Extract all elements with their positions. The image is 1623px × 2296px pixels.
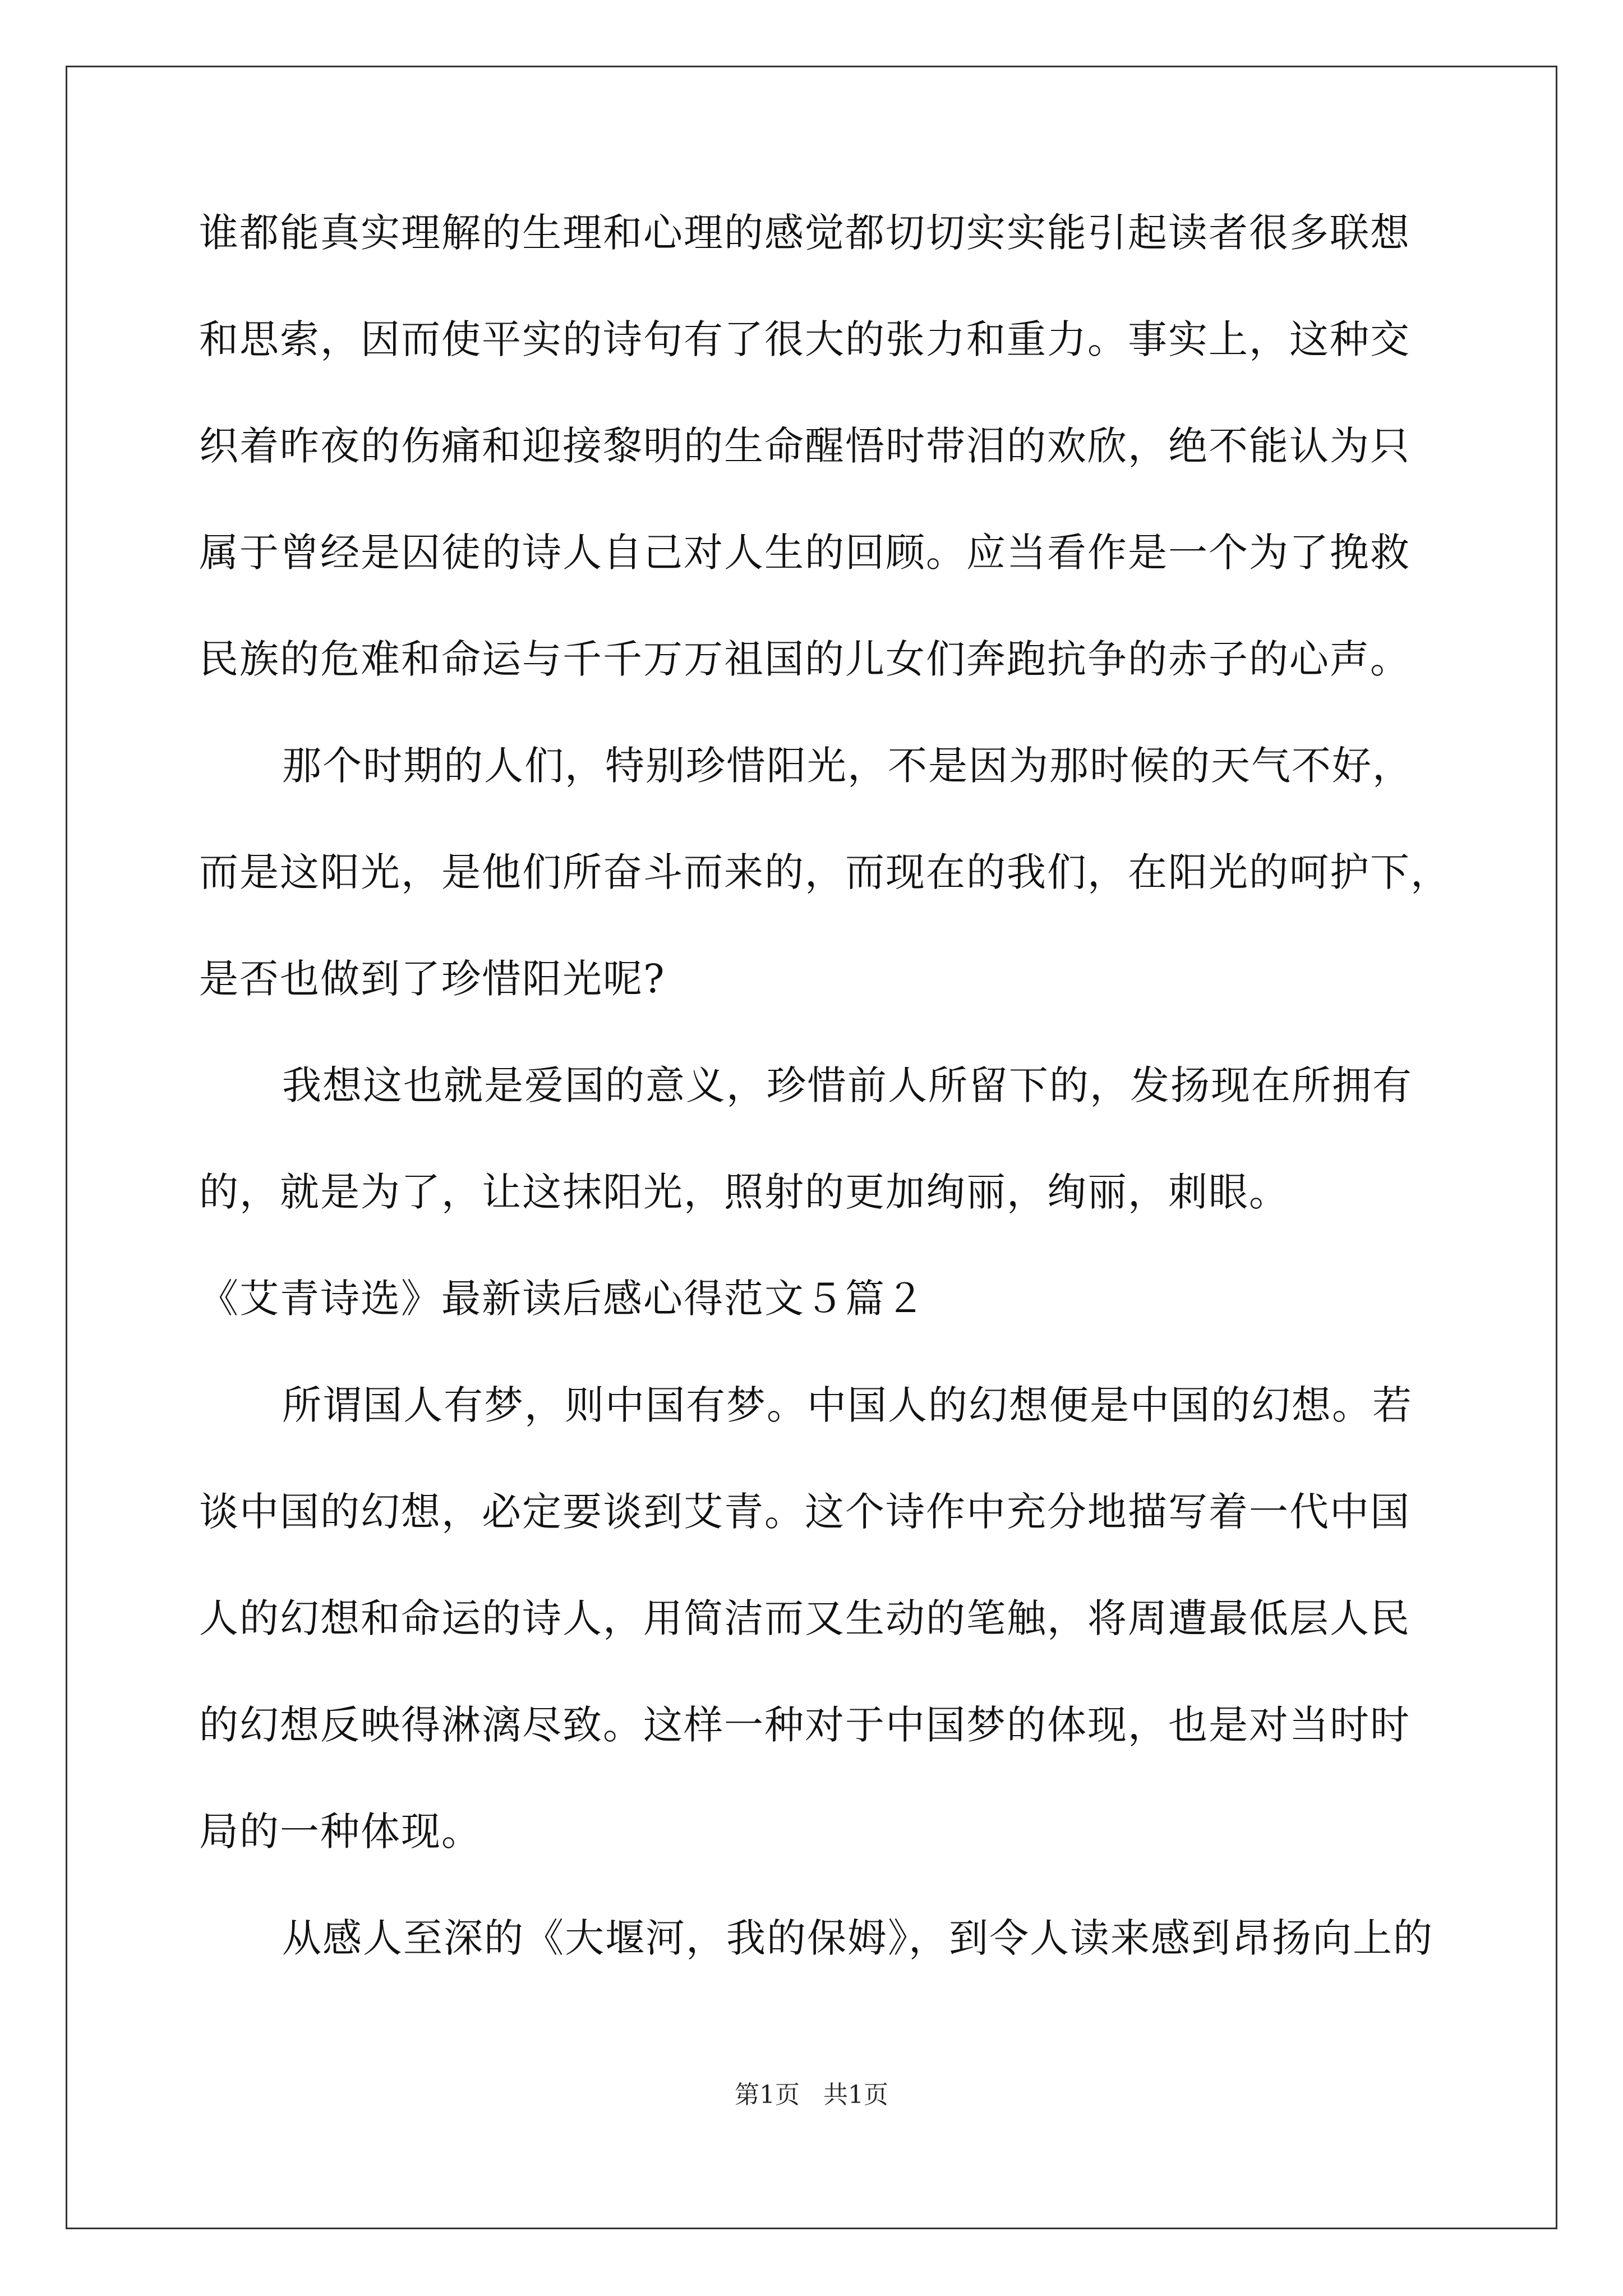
text-line: 谈中国的幻想，必定要谈到艾青。这个诗作中充分地描写着一代中国	[199, 1489, 1410, 1535]
text-line: 那个时期的人们，特别珍惜阳光，不是因为那时候的天气不好，	[282, 743, 1413, 789]
text-line: 人的幻想和命运的诗人，用简洁而又生动的笔触，将周遭最低层人民	[199, 1595, 1410, 1641]
text-line: 从感人至深的《大堰河，我的保姆》，到令人读来感到昂扬向上的	[282, 1915, 1433, 1961]
text-line: 和思索，因而使平实的诗句有了很大的张力和重力。事实上，这种交	[199, 316, 1410, 362]
text-line: 我想这也就是爱国的意义，珍惜前人所留下的，发扬现在所拥有	[282, 1062, 1413, 1108]
page-total: 共1页	[823, 2081, 888, 2109]
page-footer	[0, 2078, 1623, 2112]
page-number: 第1页	[735, 2081, 800, 2109]
text-line: 而是这阳光，是他们所奋斗而来的，而现在的我们，在阳光的呵护下，	[199, 849, 1451, 895]
text-line: 属于曾经是囚徒的诗人自己对人生的回顾。应当看作是一个为了挽救	[199, 530, 1410, 576]
text-line: 的，就是为了，让这抹阳光，照射的更加绚丽，绚丽，刺眼。	[199, 1169, 1289, 1215]
section-heading: 《艾青诗选》最新读后感心得范文５篇２	[199, 1276, 926, 1322]
text-line: 局的一种体现。	[199, 1809, 482, 1855]
text-line: 是否也做到了珍惜阳光呢?	[199, 956, 666, 1002]
page-border	[66, 66, 1557, 2229]
text-line: 民族的危难和命运与千千万万祖国的儿女们奔跑抗争的赤子的心声。	[199, 636, 1410, 682]
text-line: 的幻想反映得淋漓尽致。这样一种对于中国梦的体现，也是对当时时	[199, 1702, 1410, 1748]
text-line: 织着昨夜的伤痛和迎接黎明的生命醒悟时带泪的欢欣，绝不能认为只	[199, 423, 1410, 469]
text-line: 谁都能真实理解的生理和心理的感觉都切切实实能引起读者很多联想	[199, 210, 1410, 256]
text-line: 所谓国人有梦，则中国有梦。中国人的幻想便是中国的幻想。若	[282, 1382, 1413, 1428]
